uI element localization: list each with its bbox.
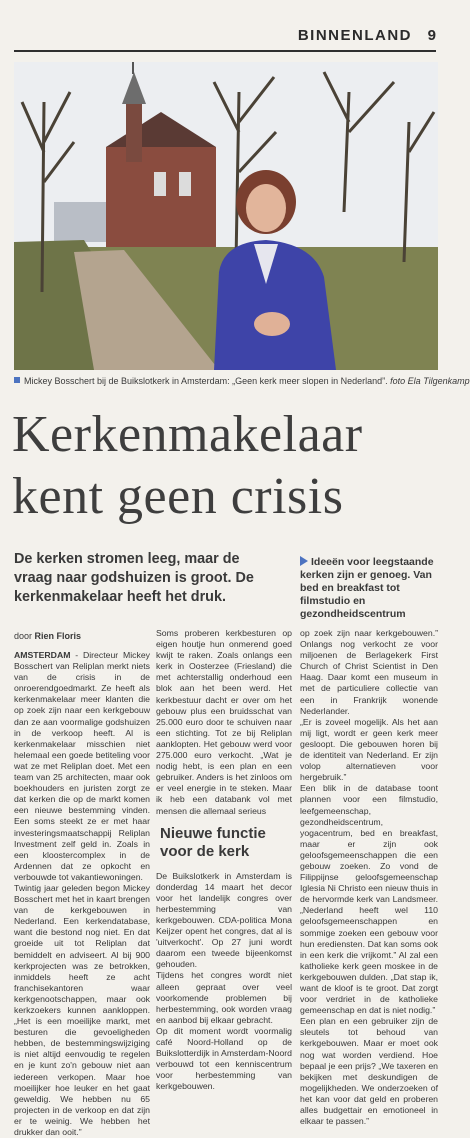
photo-illustration bbox=[14, 62, 438, 370]
paragraph: Een blik in de database toont plannen voor een filmstudio, leefgemeenschap, gezondheidscentrum, yogacentrum, bed en breakfast, maar er zijn ook geloofsgemeenschappen die een gebouw zoeken. Zo vond de Filippijnse geloofsgemeenschap Iglesia Ni Christo een nieuw thuis in de hervormde kerk van Landsmeer. „Nederland heeft wel 110 geloofsgemeenschappen en sommige zoeken een gebouw voor hun erediensten. Dat kan soms ook in een kerk die vrijkomt.” Al zal een katholieke kerk geen moskee in de kerkgebouwen dulden. „Dat stap ik, want de kloof is te groot. Dat zorgt voor verdriet in de katholieke gemeenschap en dat is niet nodig.” bbox=[300, 783, 438, 1016]
paragraph: De Buikslotkerk in Amsterdam is donderdag 14 maart het decor voor het landelijk congres over herbestemming van kerkgebouwen. CDA-politica Mona Keijzer opent het congres, dat al is 'uitverkocht'. Op 27 juni wordt daarom een tweede bijeenkomst gehouden. bbox=[156, 870, 292, 970]
dateline: AMSTERDAM bbox=[14, 650, 71, 660]
article-photo bbox=[14, 62, 438, 370]
photo-caption bbox=[14, 376, 470, 386]
paragraph bbox=[14, 650, 150, 883]
sidebar-teaser bbox=[300, 556, 450, 621]
byline bbox=[14, 631, 81, 641]
page-header bbox=[0, 0, 470, 54]
triangle-icon bbox=[300, 556, 308, 566]
headline-line-2: kent geen crisis bbox=[12, 468, 344, 525]
paragraph-text: - Directeur Mickey Bosschert van Reliplan merkt niets van de crisis in de onroerendgoedmarkt. Ze heeft als kerkenmakelaar meer klanten die op zoek zijn naar een kerkgebouw dan ze aan voormalige godshuizen in de verkoop heeft. Al is kerkenmakelaar misschien niet helemaal een goede betiteling voor wat ze met Reliplan doet. Met een team van 25 architecten, maar ook boekhouders en juristen zorgt ze dat kerken die op de markt komen een nieuwe bestemming vinden. Een soms steekt ze er met haar investeringsmaatschappij Reliplan Investment zelf geld in. Zoals in een kloostercomplex in de Ardennen dat ze opkocht en verbouwde tot vakantiewoningen. bbox=[14, 650, 150, 882]
paragraph: Twintig jaar geleden begon Mickey Bosschert met het in kaart brengen van de kerkgebouwen in Nederland. Een kerkendatabase, want die bestond nog niet. En dat groeide uit tot Reliplan dat bemiddelt en adviseert. Al bij 900 kerkprojecten was ze betrokken, inmiddels heeft ze acht franchisekantoren waar kerkgenootschappen, maar ook kerkzoekers kunnen aankloppen. „Het is een moeilijke markt, met besturen die gevoeligheden hebben, de bestemmingswijziging is niet altijd eenvoudig te regelen en je kunt zo'n gebouw niet aan iedereen verkopen. Maar hoe moeilijker hoe leuker en het gaat geweldig. We hebben nu 65 projecten in de verkoop en dat zijn er te weinig. We hebben het drukker dan ooit.” bbox=[14, 882, 150, 1138]
article-column-2 bbox=[156, 628, 292, 1092]
photo-credit: foto Ela Tilgenkamp bbox=[390, 376, 470, 386]
header-rule bbox=[14, 50, 436, 52]
article-headline bbox=[12, 404, 452, 528]
paragraph: Soms proberen kerkbesturen op eigen houtje hun onmerend goed kwijt te raken. Zoals onlangs een kerk in Oosterzee (Friesland) die met achterstallig onderhoud een blok aan het been werd. Het kerkbestuur dacht er over om het gebouw plus een bruidsschat van 25.000 euro door te schuiven naar een stichting. Tot ze bij Reliplan aanklopten. Het gebouw werd voor 275.000 euro verkocht. „Wat je nodig hebt, is een plan en een gebruiker. Anders is het zinloos om er veel energie in te steken. Maar ik heb een databank vol met mensen die allemaal serieus bbox=[156, 628, 292, 816]
paragraph: op zoek zijn naar kerkgebouwen.” Onlangs nog verkocht ze voor miljoenen de Berlagekerk First Church of Christ Scientist in Den Haag. Daar komt een museum in met de particuliere collectie van een in Frankrijk wonende Nederlander. bbox=[300, 628, 438, 716]
section-name: BINNENLAND bbox=[297, 27, 412, 44]
paragraph: Een plan en een gebruiker zijn de sleutels tot behoud van kerkgebouwen. Maar er moet ook nog wat worden verdiend. Hoe bepaal je een prijs? „We taxeren en bekijken met deskundigen de mogelijkheden. We onderzoeken of het kan voor dat geld en proberen alles budgettair en emotioneel in elkaar te passen.” bbox=[300, 1016, 438, 1127]
article-column-1 bbox=[14, 650, 150, 1138]
paragraph: „Er is zoveel mogelijk. Als het aan mij ligt, wordt er geen kerk meer gesloopt. Die gebouwen horen bij de identiteit van Nederland. Er zijn volop alternatieven voor hergebruik.” bbox=[300, 716, 438, 783]
paragraph: Tijdens het congres wordt niet alleen gepraat over veel voorkomende problemen bij herbestemming, ook worden vraag en aanbod bij elkaar gebracht. bbox=[156, 970, 292, 1025]
article-column-3 bbox=[300, 628, 438, 1127]
headline-line-1: Kerkenmakelaar bbox=[12, 406, 363, 463]
byline-prefix: door bbox=[14, 631, 33, 641]
subheading: Nieuwe functie voor de kerk bbox=[160, 824, 266, 860]
caption-text: Mickey Bosschert bij de Buikslotkerk in Amsterdam: „Geen kerk meer slopen in Nederland”. bbox=[24, 376, 388, 386]
article-lead: De kerken stromen leeg, maar de vraag naar godshuizen is groot. De kerkenmakelaar heeft het druk. bbox=[14, 551, 254, 605]
byline-name: Rien Floris bbox=[34, 631, 82, 641]
caption-square-icon bbox=[14, 377, 20, 383]
paragraph: Op dit moment wordt voormalig café Noord-Holland op de Buikslotterdijk in Amsterdam-Noord verbouwd tot een kenniscentrum voor herbestemming van kerkgebouwen. bbox=[156, 1025, 292, 1092]
page-number: 9 bbox=[427, 27, 436, 44]
sidebar-text: Ideeën voor leegstaande kerken zijn er genoeg. Van bed en breakfast tot filmstudio en gezondheidscentrum bbox=[300, 556, 434, 620]
